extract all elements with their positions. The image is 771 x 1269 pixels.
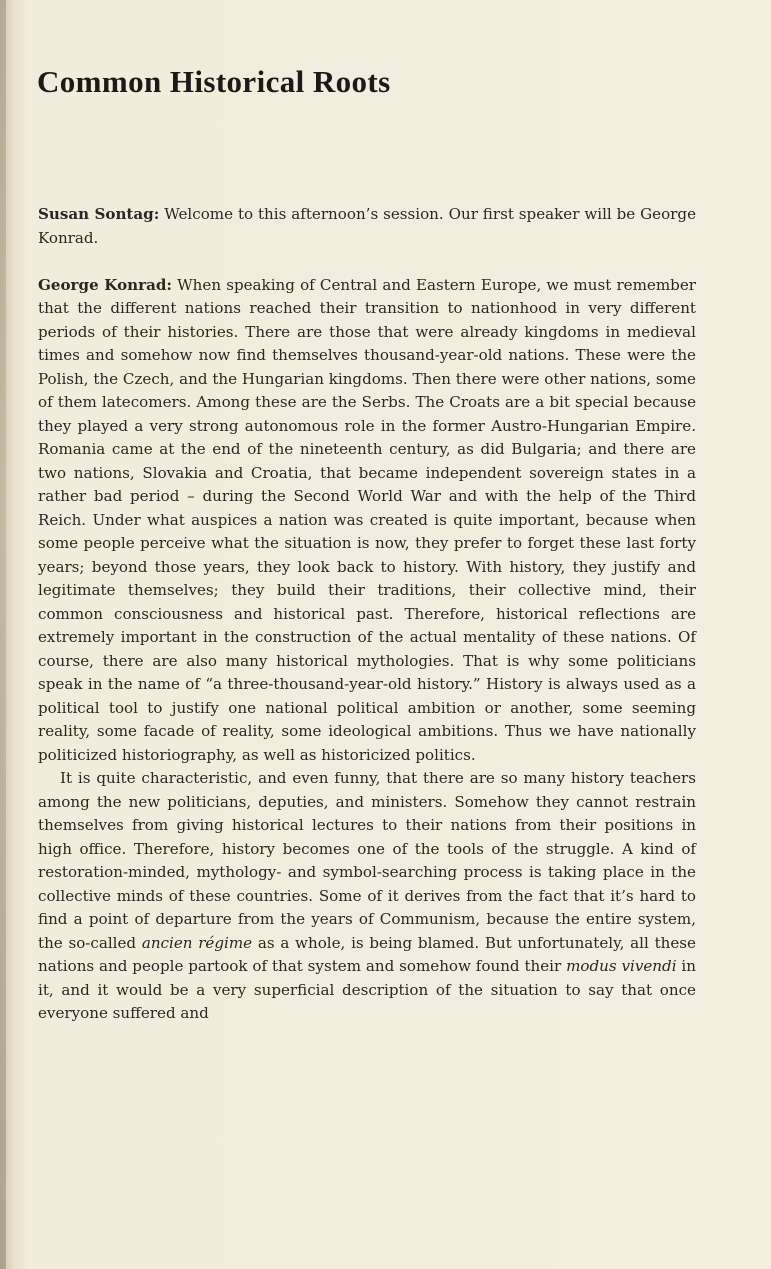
- paragraph-text: in it, and it would be a very superficial description of the situation to say that once everyone suffered and: [38, 957, 696, 1022]
- page-binding-shadow: [0, 0, 6, 1269]
- speech-text: When speaking of Central and Eastern Europe, we must remember that the different nations reached their transition to nationhood in very different periods of their histories. There are those that were already kingdoms in medieval times and somehow now find themselves thousand-year-old nations. These were the Polish, the Czech, and the Hungarian kingdoms. Then there were other nations, some of them latecomers. Among these are the Serbs. The Croats are a bit special because they played a very strong autonomous role in the former Austro-Hungarian Empire. Romania came at the end of the nineteenth century, as did Bulgaria; and there are two nations, Slovakia and Croatia, that became independent sovereign states in a rather bad period – during the Second World War and with the help of the Third Reich. Under what auspices a nation was created is quite important, because when some people perceive what the situation is now, they prefer to forget these last forty years; beyond those years, they look back to history. With history, they justify and legitimate themselves; they build their traditions, their collective mind, their common consciousness and historical past. Therefore, historical reflections are extremely important in the construction of the actual mentality of these nations. Of course, there are also many historical mythologies. That is why some politicians speak in the name of “a three-thousand-year-old history.” History is always used as a political tool to justify one national political ambition or another, some seeming reality, some facade of reality, some ideological ambitions. Thus we have nationally politicized historiography, as well as historicized politics.: [38, 275, 696, 764]
- paragraph-text: It is quite characteristic, and even funny, that there are so many history teachers among the new politicians, deputies, and ministers. Somehow they cannot restrain themselves from giving historical lectures to their nations from their positions in high office. Therefore, history becomes one of the tools of the struggle. A kind of restoration-minded, mythology- and symbol-searching process is taking place in the collective minds of these countries. Some of it derives from the fact that it’s hard to find a point of departure from the years of Communism, because the entire system, the so-called: [38, 769, 696, 952]
- body-text: [38, 203, 696, 1026]
- speaker-name: George Konrad:: [38, 275, 172, 294]
- paragraph-text: as a whole, is being blamed. But unfortunately, all these nations and people partook of that system and somehow found their: [38, 933, 696, 975]
- paragraph-sontag: [38, 203, 696, 250]
- speech-text: Welcome to this afternoon’s session. Our first speaker will be George Konrad.: [38, 205, 696, 247]
- paragraph-konrad: [38, 274, 696, 768]
- italic-term: ancien régime: [141, 933, 253, 952]
- paragraph-continuation: [38, 767, 696, 1026]
- speaker-name: Susan Sontag:: [38, 205, 160, 223]
- italic-term: modus vivendi: [566, 957, 677, 975]
- chapter-title: Common Historical Roots: [37, 64, 391, 99]
